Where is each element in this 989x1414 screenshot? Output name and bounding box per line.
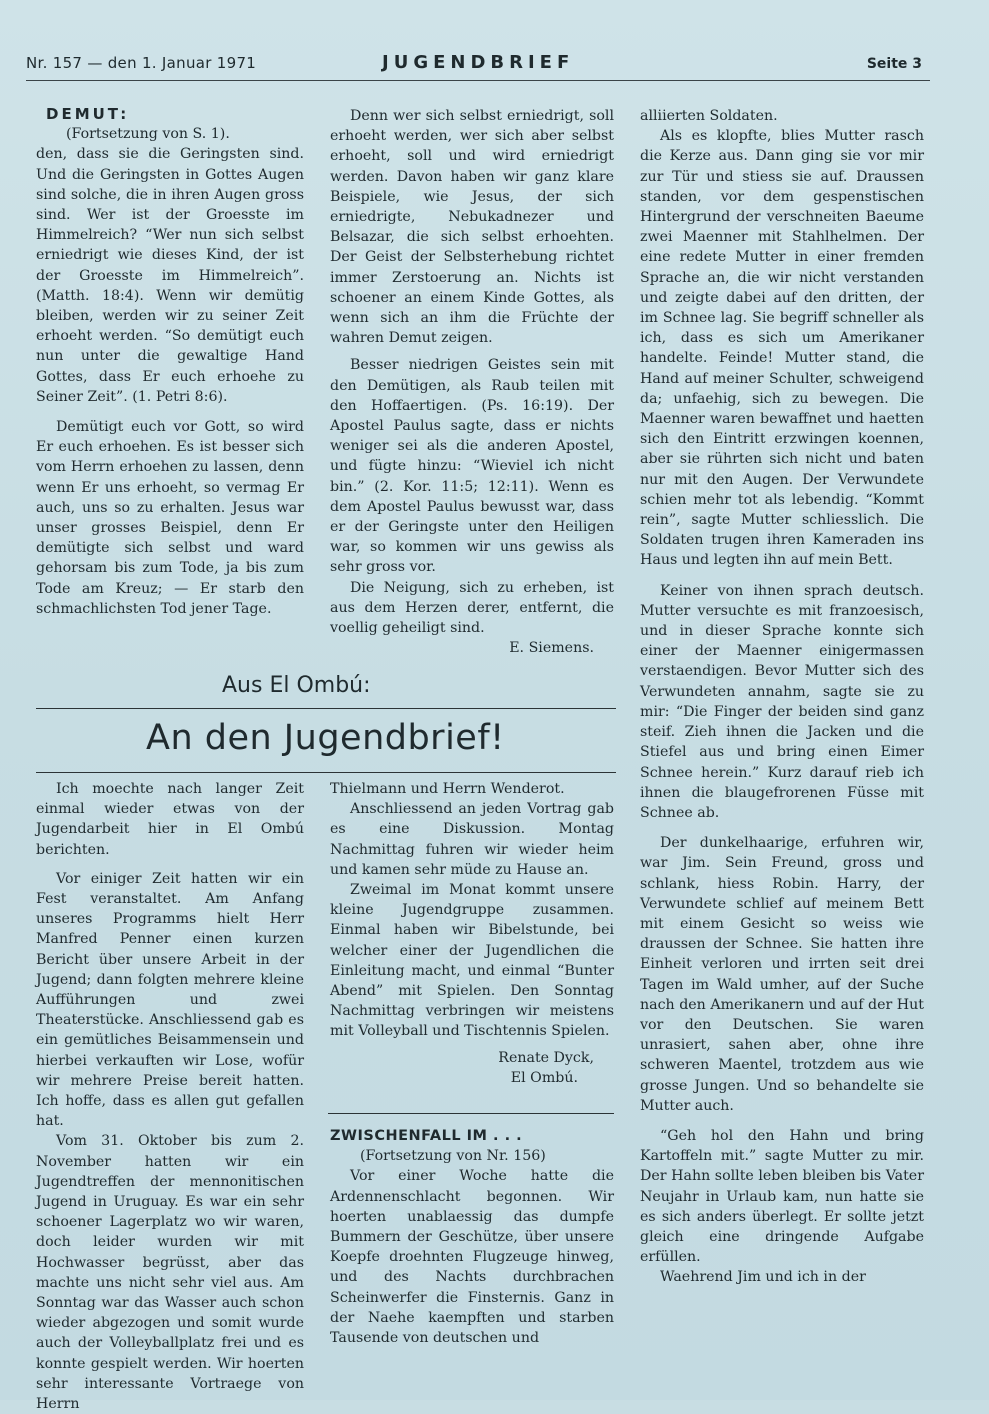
demut-signature: E. Siemens.	[509, 640, 594, 657]
zwischenfall-paragraph: Waehrend Jim und ich in der	[660, 1269, 866, 1286]
demut-column-1	[36, 104, 304, 619]
ombu-paragraph: Thielmann und Herrn Wenderot.	[330, 781, 565, 797]
zwischenfall-title: ZWISCHENFALL IM . . .	[330, 1128, 523, 1144]
ombu-paragraph: Anschliessend an jeden Vortrag gab es eine Diskussion. Montag Nachmittag fuhren wir wieder heim und kamen sehr müde zu Hause an.	[330, 801, 614, 878]
demut-paragraph: Denn wer sich selbst erniedrigt, soll erhoeht werden, wer sich aber selbst erhoeht, soll und wird erniedrigt werden. Davon haben wir ganz klare Beispiele, wie Jesus, der sich erniedrigte, Nebukadnezer und Belsazar, die sich selbst erhoehten. Der Geist der Selbsterhebung richtet immer Zerstoerung an. Nichts ist schoener an einem Kinde Gottes, als wenn sich an ihm die Früchte der wahren Demut zeigen.	[330, 108, 614, 347]
demut-title: DEMUT:	[46, 105, 130, 123]
ombu-column-2	[330, 779, 614, 1088]
ombu-paragraph: Ich moechte nach langer Zeit einmal wieder etwas von der Jugendarbeit hier in El Ombú berichten.	[36, 781, 304, 858]
masthead-title: JUGENDBRIEF	[382, 52, 575, 73]
zwischenfall-column-2	[330, 1126, 614, 1348]
demut-paragraph: Besser niedrigen Geistes sein mit den Demütigen, als Raub teilen mit den Hoffaertigen. (Ps. 16:19). Der Apostel Paulus sagte, dass er nichts weniger sei als die anderen Apostel, und fügte hinzu: “Wieviel ich nicht bin.” (2. Kor. 11:5; 12:11). Wenn es dem Apostel Paulus bewusst war, dass er der Geringste unter den Heiligen war, so kommen wir uns gewiss als sehr gross vor.	[330, 357, 614, 576]
heading-rule-bottom	[36, 772, 616, 773]
ombu-paragraph: Vor einiger Zeit hatten wir ein Fest veranstaltet. Am Anfang unseres Programms hielt Herr Manfred Penner einen kurzen Bericht über unsere Arbeit in der Jugend; dann folgten mehrere kleine Aufführungen und zwei Theaterstücke. Anschliessend gab es ein gemütliches Beisammensein und hierbei verkauften wir Lose, wofür wir mehrere Preise bereit hatten. Ich hoffe, dass es allen gut gefallen hat.	[36, 870, 304, 1130]
demut-column-2	[330, 106, 614, 658]
heading-rule-top	[36, 708, 616, 709]
section-divider	[328, 1113, 614, 1114]
zwischenfall-paragraph: Der dunkelhaarige, erfuhren wir, war Jim. Sein Freund, gross und schlank, hiess Robin. Harry, der Verwundete schlief auf meinem Bett mit einem Gesicht so weiss wie draussen der Schnee. Sie hatten ihre Einheit verloren und irrten seit drei Tagen im Wald umher, auf der Suche nach den Amerikanern und auf der Hut vor den Deutschen. Sie waren unrasiert, sahen aber, ohne ihre schweren Maentel, trotzdem aus wie grosse Jungen. Und so behandelte sie Mutter auch.	[640, 835, 924, 1114]
zwischenfall-paragraph: alliierten Soldaten.	[640, 108, 778, 124]
zwischenfall-column-3	[640, 106, 924, 1288]
ombu-kicker: Aus El Ombú:	[222, 673, 371, 698]
zwischenfall-paragraph: Vor einer Woche hatte die Ardennenschlacht begonnen. Wir hoerten unablaessig das dumpfe Bummern der Geschütze, über unsere Koepfe droehnten Flugzeuge hinweg, und des Nachts durchbrachen Scheinwerfer die Finsternis. Ganz in der Naehe kaempften und starben Tausende von deutschen und	[330, 1168, 614, 1347]
demut-paragraph: Die Neigung, sich zu erheben, ist aus dem Herzen derer, entfernt, die voellig geheiligt sind.	[330, 579, 614, 637]
ombu-paragraph: Vom 31. Oktober bis zum 2. November hatten wir ein Jugendtreffen der mennonitischen Jugend in Uruguay. Es war ein sehr schoener Lagerplatz wo wir waren, doch leider wurden wir mit Hochwasser begrüsst, aber das machte uns nicht sehr viel aus. Am Sonntag war das Wasser auch schon wieder abgezogen und somit wurde auch der Volleyballplatz frei und es konnte gespielt werden. Wir hoerten sehr interessante Vortraege von Herrn	[36, 1133, 304, 1413]
page-header	[26, 50, 926, 80]
issue-date: Nr. 157 — den 1. Januar 1971	[26, 54, 257, 72]
page-number: Seite 3	[866, 56, 922, 72]
ombu-column-1	[36, 779, 304, 1414]
zwischenfall-paragraph: “Geh hol den Hahn und bring Kartoffeln mit.” sagte Mutter zu mir. Der Hahn sollte leben bleiben bis Vater Neujahr in Urlaub kam, nun hatte sie es sich anders überlegt. Er sollte jetzt gleich eine dringende Aufgabe erfüllen.	[640, 1127, 924, 1266]
demut-continued-note: (Fortsetzung von S. 1).	[66, 126, 230, 143]
demut-paragraph: den, dass sie die Geringsten sind. Und die Geringsten in Gottes Augen sind solche, die in ihren Augen gross sind. Wer ist der Groesste im Himmelreich? “Wer nun sich selbst erniedrigt wie dieses Kind, der ist der Groesste im Himmelreich”. (Matth. 18:4). Wenn wir demütig bleiben, werden wir zu seiner Zeit erhoeht werden. “So demütigt euch nun unter die gewaltige Hand Gottes, dass Er euch erhoehe zu Seiner Zeit”. (1. Petri 8:6).	[36, 146, 304, 405]
zwischenfall-paragraph: Als es klopfte, blies Mutter rasch die Kerze aus. Dann ging sie vor mir zur Tür und stiess sie auf. Draussen standen, vor dem gespenstischen Hintergrund der verschneiten Baeume zwei Maenner mit Stahlhelmen. Der eine redete Mutter in einer fremden Sprache an, die wir nicht verstanden und zeigte dabei auf den dritten, der im Schnee lag. Sie begriff schneller als ich, dass es sich um Amerikaner handelte. Feinde! Mutter stand, die Hand auf meiner Schulter, schweigend da; unfaehig, sich zu bewegen. Die Maenner waren bewaffnet und haetten sich den Eintritt erzwingen koennen, aber sie rührten sich nicht und baten nur mit den Augen. Der Verwundete schien mehr tot als lebendig. “Kommt rein”, sagte Mutter schliesslich. Die Soldaten trugen ihren Kameraden ins Haus und legten ihn auf mein Bett.	[640, 128, 924, 569]
header-rule	[26, 80, 930, 81]
ombu-headline: An den Jugendbrief!	[146, 718, 505, 758]
demut-paragraph: Demütigt euch vor Gott, so wird Er euch erhoehen. Es ist besser sich vom Herrn erhoehen zu lassen, denn wenn Er uns erhoeht, so vermag Er auch, uns so zu erhalten. Jesus war unser grosses Beispiel, denn Er demütigte sich selbst und ward gehorsam bis zum Tode, ja bis zum Tode am Kreuz; — Er starb den schmachlichsten Tod jener Tage.	[36, 419, 304, 617]
ombu-signature-place: El Ombú.	[510, 1069, 578, 1086]
zwischenfall-continued-note: (Fortsetzung von Nr. 156)	[360, 1148, 546, 1165]
zwischenfall-paragraph: Keiner von ihnen sprach deutsch. Mutter versuchte es mit franzoesisch, und in dieser Sprache konnte sich einer der Maenner einigermassen verstaendigen. Bevor Mutter sich des Verwundeten annahm, sagte sie zu mir: “Die Finger der beiden sind ganz steif. Zieh ihnen die Jacken und die Stiefel aus und bring einen Eimer Schnee herein.” Kurz darauf rieb ich ihnen die blaugefrorenen Füsse mit Schnee ab.	[640, 582, 924, 821]
ombu-signature-name: Renate Dyck,	[498, 1049, 594, 1066]
ombu-paragraph: Zweimal im Monat kommt unsere kleine Jugendgruppe zusammen. Einmal haben wir Bibelstunde, bei welcher einer der Jugendlichen die Einleitung macht, und einmal “Bunter Abend” mit Spielen. Den Sonntag Nachmittag verbringen wir meistens mit Volleyball und Tischtennis Spielen.	[330, 882, 614, 1040]
